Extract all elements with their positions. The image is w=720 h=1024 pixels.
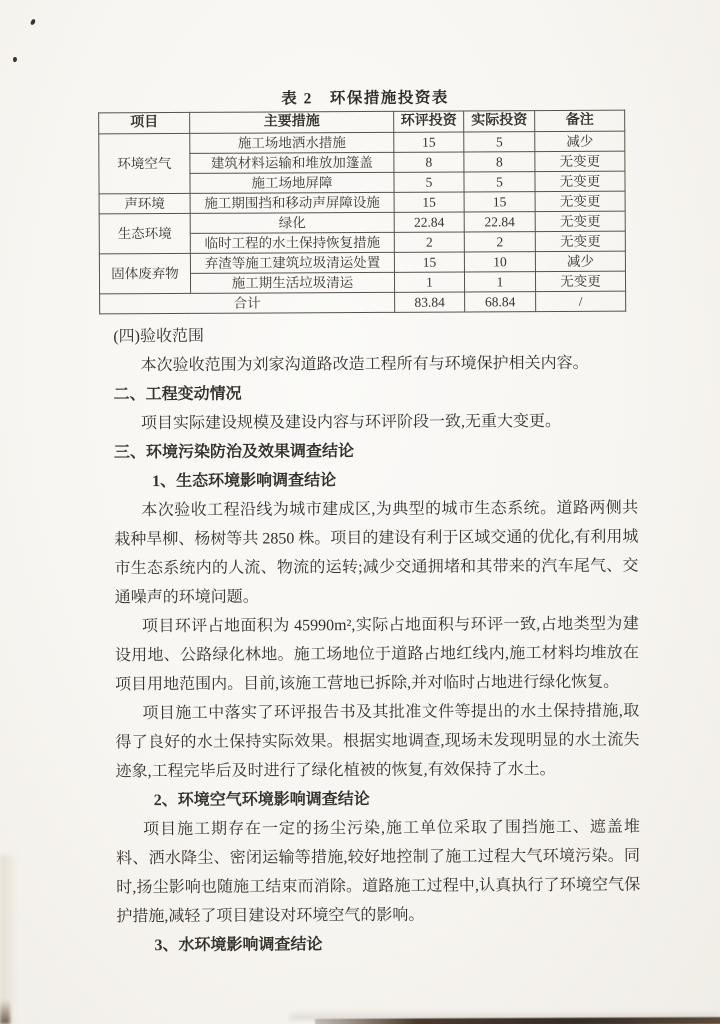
measure-cell: 绿化: [190, 212, 394, 233]
actual-value-cell: 8: [464, 152, 535, 172]
total-actual-cell: 68.84: [465, 292, 536, 312]
scan-edge-left-shadow: [0, 855, 18, 1024]
actual-value-cell: 1: [464, 272, 535, 292]
total-remark-cell: /: [536, 291, 626, 311]
measure-cell: 施工场地洒水措施: [190, 132, 394, 153]
table-row: [99, 131, 625, 154]
table-row: [99, 251, 625, 274]
remark-cell: 无变更: [535, 151, 625, 171]
eia-value-cell: 1: [394, 272, 464, 292]
col-header-remark: 备注: [535, 110, 625, 131]
eia-value-cell: 5: [394, 172, 464, 192]
paragraph-ecology-2: 项目环评占地面积为 45990m²,实际占地面积与环评一致,占地类型为建设用地、公路绿化林地。施工场地位于道路占地红线内,施工材料均堆放在项目用地范围内。目前,该施工营地已拆除,并对临时占地进行绿化恢复。: [114, 615, 640, 694]
total-label-cell: 合计: [100, 292, 395, 314]
actual-value-cell: 10: [464, 252, 535, 272]
table-header-row: [99, 110, 625, 134]
eia-value-cell: 15: [394, 252, 464, 272]
remark-cell: 减少: [535, 251, 625, 271]
category-cell-solid-waste: 固体废弃物: [99, 253, 190, 293]
measure-cell: 弃渣等施工建筑垃圾清运处置: [190, 252, 394, 273]
measure-cell: 施工期生活垃圾清运: [190, 272, 394, 293]
remark-cell: 无变更: [535, 191, 625, 211]
heading-sub-2-air: 2、环境空气环境影响调查结论: [153, 790, 370, 810]
heading-sub-3-water: 3、水环境影响调查结论: [154, 936, 323, 955]
scan-bottom-shadow: [315, 1017, 720, 1024]
actual-value-cell: 22.84: [464, 212, 535, 232]
heading-section-2-project-changes: 二、工程变动情况: [113, 385, 242, 404]
heading-acceptance-scope: (四)验收范围: [113, 327, 205, 346]
paragraph-air: 项目施工期存在一定的扬尘污染,施工单位采取了围挡施工、遮盖堆料、洒水降尘、密闭运输等措施,较好地控制了施工过程大气环境污染。同时,扬尘影响也随施工结束而消除。道路施工过程中,认真执行了环境空气保护措施,减轻了项目建设对环境空气的影响。: [115, 818, 641, 926]
heading-sub-1-ecology: 1、生态环境影响调查结论: [152, 472, 337, 491]
col-header-actual-investment: 实际投资: [464, 111, 535, 132]
heading-section-3-pollution-control: 三、环境污染防治及效果调查结论: [113, 443, 354, 462]
table-caption: 表 2 环保措施投资表: [281, 89, 449, 108]
document-content: [98, 85, 641, 961]
col-header-measures: 主要措施: [190, 111, 394, 133]
eia-value-cell: 15: [394, 132, 464, 152]
document-body: [113, 320, 640, 961]
category-cell-ecology: 生态环境: [99, 213, 190, 253]
remark-cell: 无变更: [535, 271, 625, 291]
table-row: [99, 191, 625, 214]
col-header-project: 项目: [99, 112, 190, 133]
actual-value-cell: 15: [464, 192, 535, 212]
actual-value-cell: 5: [464, 172, 535, 192]
eia-value-cell: 15: [394, 192, 464, 212]
total-eia-cell: 83.84: [395, 292, 465, 312]
paragraph-ecology-3: 项目施工中落实了环评报告书及其批准文件等提出的水土保持措施,取得了良好的水土保持实际效果。根据实地调查,现场未发现明显的水土流失迹象,工程完毕后及时进行了绿化植被的恢复,有效保持了水土。: [115, 702, 640, 781]
remark-cell: 无变更: [535, 211, 625, 231]
category-cell-noise: 声环境: [99, 193, 190, 213]
paragraph-project-changes: 项目实际建设规模及建设内容与环评阶段一致,无重大变更。: [140, 412, 562, 433]
paragraph-acceptance-scope: 本次验收范围为刘家沟道路改造工程所有与环境保护相关内容。: [140, 354, 589, 375]
actual-value-cell: 5: [464, 132, 535, 152]
actual-value-cell: 2: [464, 232, 535, 252]
remark-cell: 减少: [535, 131, 625, 151]
measure-cell: 施工期围挡和移动声屏障设施: [190, 192, 394, 213]
eia-value-cell: 2: [394, 232, 464, 252]
remark-cell: 无变更: [535, 171, 625, 191]
category-cell-air: 环境空气: [99, 133, 190, 193]
table-row: [99, 211, 625, 234]
remark-cell: 无变更: [535, 231, 625, 251]
table-total-row: [100, 291, 626, 314]
col-header-eia-investment: 环评投资: [394, 111, 464, 132]
investment-table: [98, 110, 626, 315]
ink-dot: [30, 19, 36, 26]
eia-value-cell: 8: [394, 152, 464, 172]
paragraph-ecology-1: 本次验收工程沿线为城市建成区,为典型的城市生态系统。道路两侧共栽种旱柳、杨树等共 2850 株。项目的建设有利于区域交通的优化,有利用城市生态系统内的人流、物流的运转;减少交通拥堵和其带来的汽车尾气、交通噪声的环境问题。: [114, 499, 639, 607]
ink-dot: [13, 57, 18, 63]
scan-corner-shadow: [0, 1000, 10, 1024]
eia-value-cell: 22.84: [394, 212, 464, 232]
measure-cell: 施工场地屏障: [190, 172, 394, 193]
measure-cell: 建筑材料运输和堆放加篷盖: [190, 152, 394, 173]
measure-cell: 临时工程的水土保持恢复措施: [190, 232, 394, 253]
